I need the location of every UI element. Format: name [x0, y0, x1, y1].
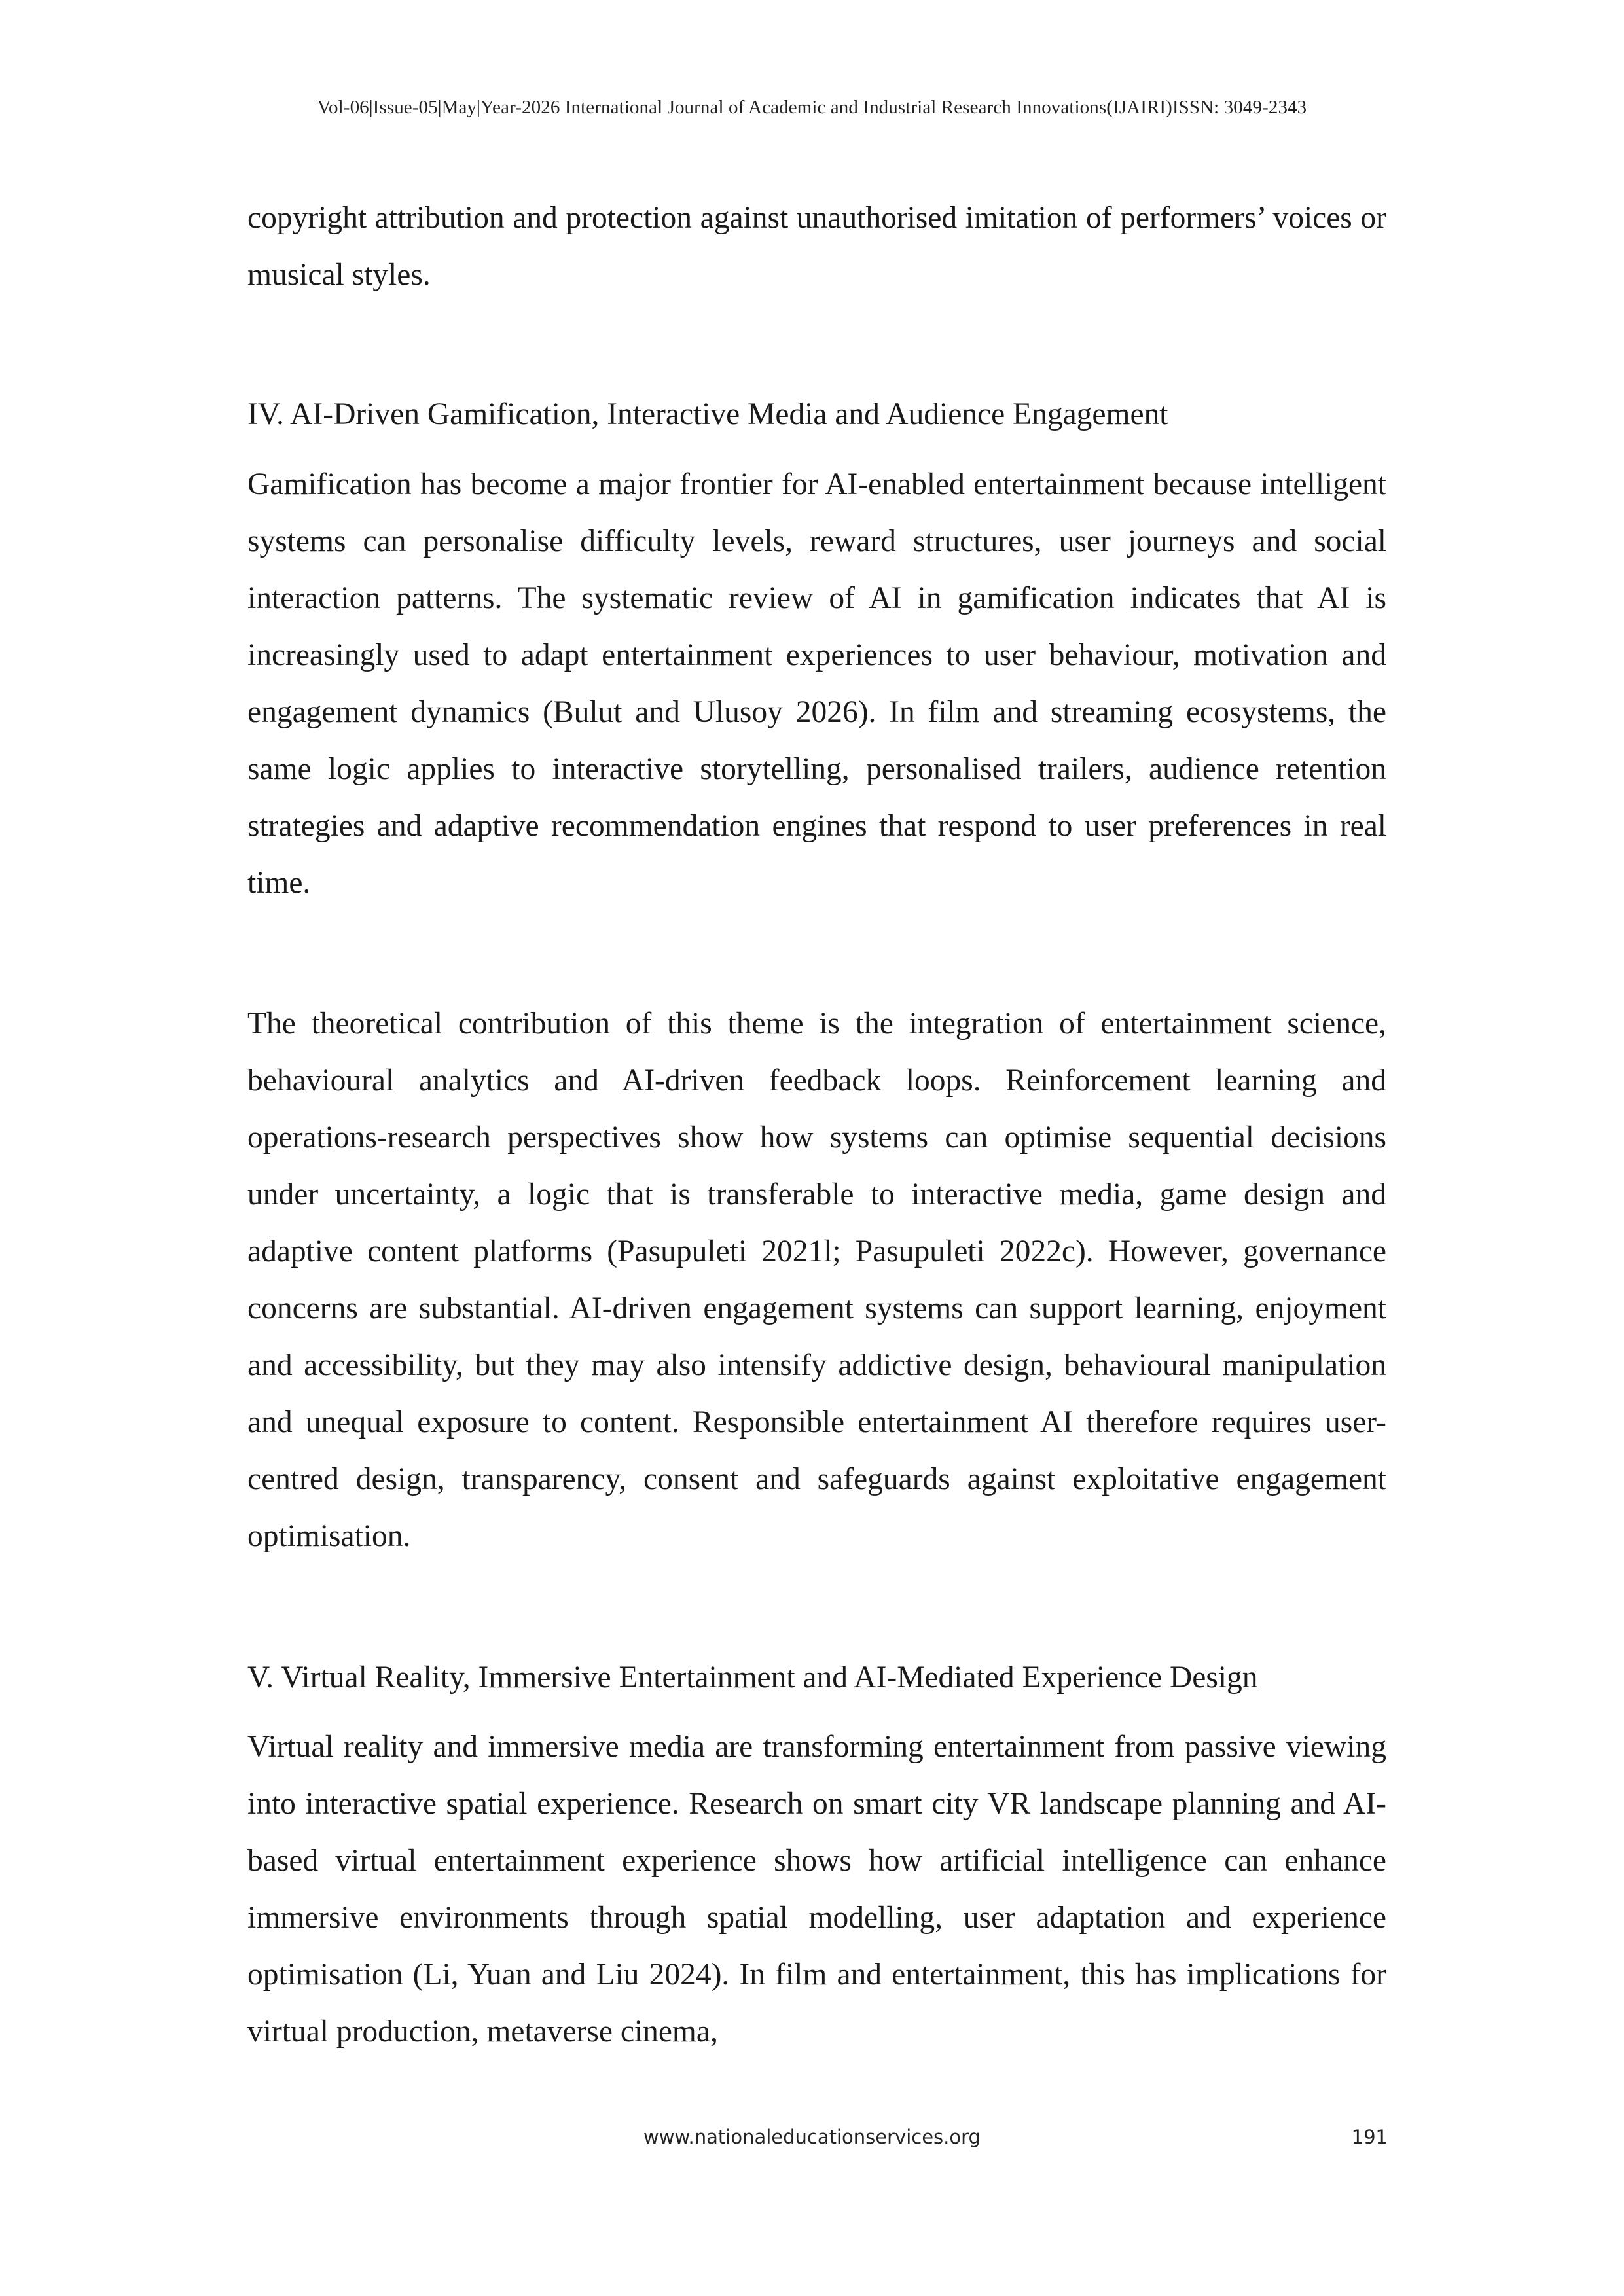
section-heading-iv: IV. AI-Driven Gamification, Interactive Media and Audience Engagement	[247, 397, 1168, 431]
section-iv-paragraph-2: The theoretical contribution of this theme is the integration of entertainment science, behavioural analytics and AI-driven feedback loops. Reinforcement learning and operations-research perspectives show how systems can optimise sequential decisions under uncertainty, a logic that is transferable to interactive media, game design and adaptive content platforms (Pasupuleti 2021l; Pasupuleti 2022c). However, governance concerns are substantial. AI-driven engagement systems can support learning, enjoyment and accessibility, but they may also intensify addictive design, behavioural manipulation and unequal exposure to content. Responsible entertainment AI therefore requires user-centred design, transparency, consent and safeguards against exploitative engagement optimisation.	[247, 1007, 1386, 1553]
section-iv-paragraph-1: Gamification has become a major frontier for AI-enabled entertainment because intelligent systems can personalise difficulty levels, reward structures, user journeys and social interaction patterns. The systematic review of AI in gamification indicates that AI is increasingly used to adapt entertainment experiences to user behaviour, motivation and engagement dynamics (Bulut and Ulusoy 2026). In film and streaming ecosystems, the same logic applies to interactive storytelling, personalised trailers, audience retention strategies and adaptive recommendation engines that respond to user preferences in real time.	[247, 467, 1386, 900]
page-number: 191	[1351, 2126, 1388, 2148]
continued-paragraph: copyright attribution and protection against unauthorised imitation of performers’ voices or musical styles.	[247, 201, 1386, 292]
section-v-paragraph-1: Virtual reality and immersive media are transforming entertainment from passive viewing into interactive spatial experience. Research on smart city VR landscape planning and AI-based virtual entertainment experience shows how artificial intelligence can enhance immersive environments through spatial modelling, user adaptation and experience optimisation (Li, Yuan and Liu 2024). In film and entertainment, this has implications for virtual production, metaverse cinema,	[247, 1730, 1386, 2049]
running-header: Vol-06|Issue-05|May|Year-2026 International Journal of Academic and Industrial Research Innovations(IJAIRI)ISSN: 3049-2343	[317, 97, 1307, 118]
section-heading-v: V. Virtual Reality, Immersive Entertainment and AI-Mediated Experience Design	[247, 1660, 1258, 1695]
footer-website-url: www.nationaleducationservices.org	[643, 2126, 981, 2148]
